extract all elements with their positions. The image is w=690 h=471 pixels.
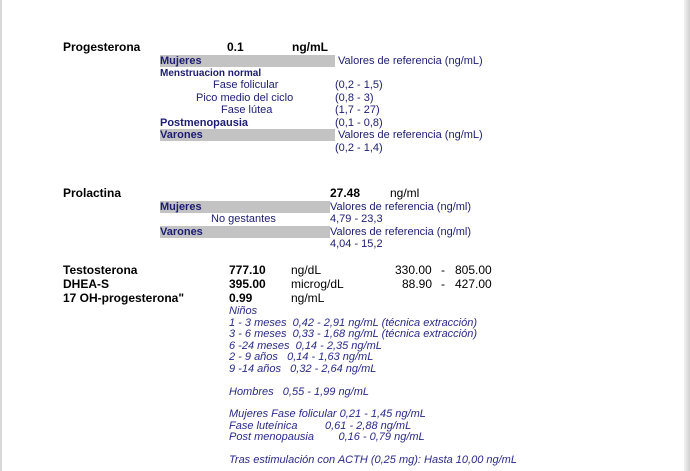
progesterona-varones-range: (0,2 - 1,4) (335, 142, 383, 154)
prolactina-unit: ng/ml (390, 186, 420, 200)
ohp-hombres-line: Hombres 0,55 - 1,99 ng/mL (229, 386, 370, 398)
testosterona-ref-dash: - (441, 263, 445, 277)
progesterona-value: 0.1 (227, 40, 244, 54)
prolactina-varones-label: Varones (160, 226, 203, 238)
page-left-edge (0, 0, 2, 471)
prolactina-name: Prolactina (63, 186, 122, 200)
no-gestantes-range: 4,79 - 23,3 (330, 213, 383, 225)
ohp-ninos-line: 2 - 9 años 0,14 - 1,63 ng/mL (229, 351, 374, 363)
progesterona-unit: ng/mL (292, 40, 328, 54)
progesterona-ref-header: Valores de referencia (ng/mL) (338, 55, 483, 67)
ohp-ninos-label: Niños (229, 305, 258, 317)
ohp-ninos-line: 1 - 3 meses 0,42 - 2,91 ng/mL (técnica extracción) (229, 317, 478, 329)
dhea-ref-dash: - (441, 277, 445, 291)
progesterona-name: Progesterona (63, 40, 141, 54)
fase-lutea-range: (1,7 - 27) (335, 104, 380, 116)
progesterona-mujeres-label: Mujeres (160, 55, 202, 67)
ohp-value: 0.99 (229, 291, 253, 305)
no-gestantes-label: No gestantes (211, 213, 276, 225)
dhea-unit: microg/dL (291, 277, 344, 291)
testosterona-value: 777.10 (229, 263, 266, 277)
dhea-value: 395.00 (229, 277, 266, 291)
testosterona-name: Testosterona (63, 263, 138, 277)
ohp-fase-luteinica-line: Fase luteínica 0,61 - 2,88 ng/mL (229, 420, 412, 432)
ohp-unit: ng/mL (291, 291, 325, 305)
dhea-ref-low: 88.90 (402, 277, 433, 291)
ohp-ninos-line: 9 -14 años 0,32 - 2,64 ng/mL (229, 363, 377, 375)
postmenopausia-range: (0,1 - 0,8) (335, 117, 383, 129)
menstruacion-label: Menstruacion normal (160, 68, 262, 79)
dhea-ref-high: 427.00 (455, 277, 492, 291)
testosterona-ref-high: 805.00 (455, 263, 492, 277)
prolactina-mujeres-label: Mujeres (160, 201, 202, 213)
prolactina-value: 27.48 (330, 186, 361, 200)
ohp-name: 17 OH-progesterona" (63, 291, 185, 305)
pico-label: Pico medio del ciclo (196, 92, 294, 104)
dhea-name: DHEA-S (63, 277, 110, 291)
ohp-post-menopausia-line: Post menopausia 0,16 - 0,79 ng/mL (229, 431, 425, 443)
ohp-acth-line: Tras estimulación con ACTH (0,25 mg): Hasta 10,00 ng/mL (229, 454, 517, 466)
testosterona-unit: ng/dL (291, 263, 322, 277)
ohp-mujeres-folicular-line: Mujeres Fase folicular 0,21 - 1,45 ng/mL (229, 408, 426, 420)
fase-folicular-label: Fase folicular (213, 79, 279, 91)
ohp-ninos-line: 6 -24 meses 0,14 - 2,35 ng/mL (229, 340, 382, 352)
progesterona-varones-ref-header: Valores de referencia (ng/mL) (338, 129, 483, 141)
pico-range: (0,8 - 3) (335, 92, 374, 104)
fase-folicular-range: (0,2 - 1,5) (335, 79, 383, 91)
prolactina-varones-range: 4,04 - 15,2 (330, 238, 383, 250)
postmenopausia-label: Postmenopausia (160, 117, 249, 129)
testosterona-ref-low: 330.00 (395, 263, 432, 277)
ohp-ninos-line: 3 - 6 meses 0,33 - 1,68 ng/mL (técnica extracción) (229, 328, 478, 340)
fase-lutea-label: Fase lútea (221, 104, 273, 116)
prolactina-varones-ref-header: Valores de referencia (ng/ml) (330, 226, 472, 238)
page-right-edge (684, 0, 690, 471)
progesterona-varones-label: Varones (160, 129, 203, 141)
prolactina-ref-header: Valores de referencia (ng/ml) (330, 201, 472, 213)
